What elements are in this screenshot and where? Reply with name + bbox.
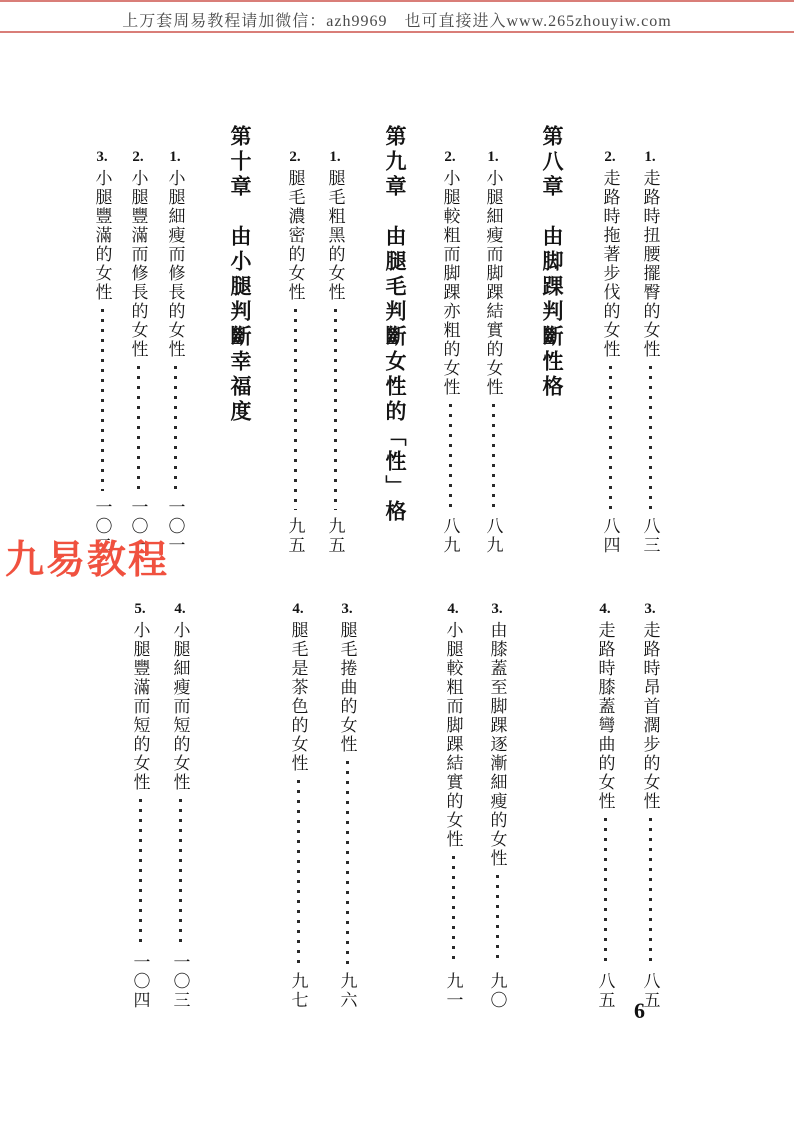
item-page-number: 九〇 bbox=[487, 972, 507, 1010]
dot-leader bbox=[334, 309, 337, 510]
toc-item-ch9-3 bbox=[334, 602, 360, 1010]
dot-leader bbox=[604, 818, 607, 965]
item-title: 走路時扭腰擺臀的女性 bbox=[640, 169, 660, 359]
item-page-number: 八九 bbox=[483, 517, 503, 555]
item-title: 小腿細瘦而脚踝結實的女性 bbox=[483, 169, 503, 397]
toc-item-ch10-4 bbox=[167, 602, 193, 1010]
item-page-number: 九五 bbox=[325, 517, 345, 555]
item-number: 2. bbox=[132, 149, 144, 165]
toc-item-walk-3 bbox=[637, 602, 663, 1010]
item-title: 小腿較粗而脚踝亦粗的女性 bbox=[440, 169, 460, 397]
item-page-number: 八三 bbox=[640, 517, 660, 555]
toc-item-ch10-1 bbox=[162, 150, 188, 555]
toc-item-ch8-4 bbox=[440, 602, 466, 1010]
item-number: 1. bbox=[169, 149, 181, 165]
dot-leader bbox=[139, 799, 142, 946]
item-number: 2. bbox=[444, 149, 456, 165]
item-page-number: 一〇一 bbox=[165, 498, 185, 555]
dot-leader bbox=[294, 309, 297, 510]
toc-item-ch10-5 bbox=[127, 602, 153, 1010]
item-title: 腿毛濃密的女性 bbox=[285, 169, 305, 302]
item-page-number: 一〇三 bbox=[170, 953, 190, 1010]
toc-item-ch9-1 bbox=[322, 150, 348, 555]
dot-leader bbox=[179, 799, 182, 946]
item-page-number: 八九 bbox=[440, 517, 460, 555]
dot-leader bbox=[649, 366, 652, 510]
item-page-number: 八五 bbox=[595, 972, 615, 1010]
item-number: 1. bbox=[487, 149, 499, 165]
item-page-number: 八四 bbox=[600, 517, 620, 555]
promo-banner-text: 上万套周易教程请加微信：azh9969 也可直接进入www.265zhouyiw.com bbox=[122, 13, 672, 30]
item-title: 小腿較粗而脚踝結實的女性 bbox=[443, 621, 463, 849]
item-page-number: 九七 bbox=[288, 972, 308, 1010]
item-title: 小腿豐滿而修長的女性 bbox=[128, 169, 148, 359]
item-title: 腿毛捲曲的女性 bbox=[337, 621, 357, 754]
item-number: 1. bbox=[644, 149, 656, 165]
toc-lower-band bbox=[127, 602, 663, 1020]
banner-bottom-rule bbox=[0, 31, 794, 33]
item-title: 走路時拖著步伐的女性 bbox=[600, 169, 620, 359]
item-title: 腿毛是茶色的女性 bbox=[288, 621, 308, 773]
item-page-number: 一〇一 bbox=[128, 498, 148, 555]
item-title: 小腿豐滿而短的女性 bbox=[130, 621, 150, 792]
item-page-number: 九一 bbox=[443, 972, 463, 1010]
dot-leader bbox=[297, 780, 300, 965]
item-page-number: 一〇二 bbox=[92, 498, 112, 555]
item-number: 4. bbox=[174, 601, 186, 617]
toc-item-ch10-2 bbox=[125, 150, 151, 555]
chapter-8-heading: 第八章 由脚踝判斷性格 bbox=[540, 125, 564, 400]
toc-item-walk-4 bbox=[592, 602, 618, 1010]
item-number: 3. bbox=[96, 149, 108, 165]
toc-upper-band bbox=[89, 125, 663, 585]
item-number: 4. bbox=[599, 601, 611, 617]
item-number: 3. bbox=[341, 601, 353, 617]
item-number: 2. bbox=[604, 149, 616, 165]
page-number: 6 bbox=[634, 998, 645, 1023]
toc-item-ch9-4 bbox=[285, 602, 311, 1010]
item-title: 腿毛粗黑的女性 bbox=[325, 169, 345, 302]
item-page-number: 九五 bbox=[285, 517, 305, 555]
item-number: 1. bbox=[329, 149, 341, 165]
item-page-number: 一〇四 bbox=[130, 953, 150, 1010]
item-page-number: 八五 bbox=[640, 972, 660, 1010]
dot-leader bbox=[496, 875, 499, 965]
item-number: 4. bbox=[447, 601, 459, 617]
dot-leader bbox=[649, 818, 652, 965]
item-title: 走路時膝蓋彎曲的女性 bbox=[595, 621, 615, 811]
toc-item-walk-2 bbox=[597, 150, 623, 555]
toc-item-ch8-1 bbox=[480, 150, 506, 555]
toc-item-ch8-3 bbox=[484, 602, 510, 1010]
dot-leader bbox=[101, 309, 104, 491]
item-number: 4. bbox=[292, 601, 304, 617]
item-page-number: 九六 bbox=[337, 972, 357, 1010]
item-number: 3. bbox=[644, 601, 656, 617]
dot-leader bbox=[609, 366, 612, 510]
toc-item-walk-1 bbox=[637, 150, 663, 555]
dot-leader bbox=[492, 404, 495, 510]
item-title: 小腿細瘦而短的女性 bbox=[170, 621, 190, 792]
item-number: 5. bbox=[134, 601, 146, 617]
dot-leader bbox=[174, 366, 177, 491]
item-title: 走路時昂首濶步的女性 bbox=[640, 621, 660, 811]
dot-leader bbox=[452, 856, 455, 965]
item-title: 由膝蓋至脚踝逐漸細瘦的女性 bbox=[487, 621, 507, 868]
item-number: 3. bbox=[491, 601, 503, 617]
item-title: 小腿豐滿的女性 bbox=[92, 169, 112, 302]
chapter-9-heading: 第九章 由腿毛判斷女性的「性」格 bbox=[383, 125, 407, 525]
item-title: 小腿細瘦而修長的女性 bbox=[165, 169, 185, 359]
banner-top-rule bbox=[0, 0, 794, 2]
toc-item-ch9-2 bbox=[282, 150, 308, 555]
dot-leader bbox=[449, 404, 452, 510]
item-number: 2. bbox=[289, 149, 301, 165]
dot-leader bbox=[137, 366, 140, 491]
chapter-10-heading: 第十章 由小腿判斷幸福度 bbox=[228, 125, 252, 425]
dot-leader bbox=[346, 761, 349, 965]
toc-item-ch8-2 bbox=[437, 150, 463, 555]
site-watermark: 九易教程 bbox=[5, 539, 170, 582]
toc-item-ch10-3 bbox=[89, 150, 115, 555]
